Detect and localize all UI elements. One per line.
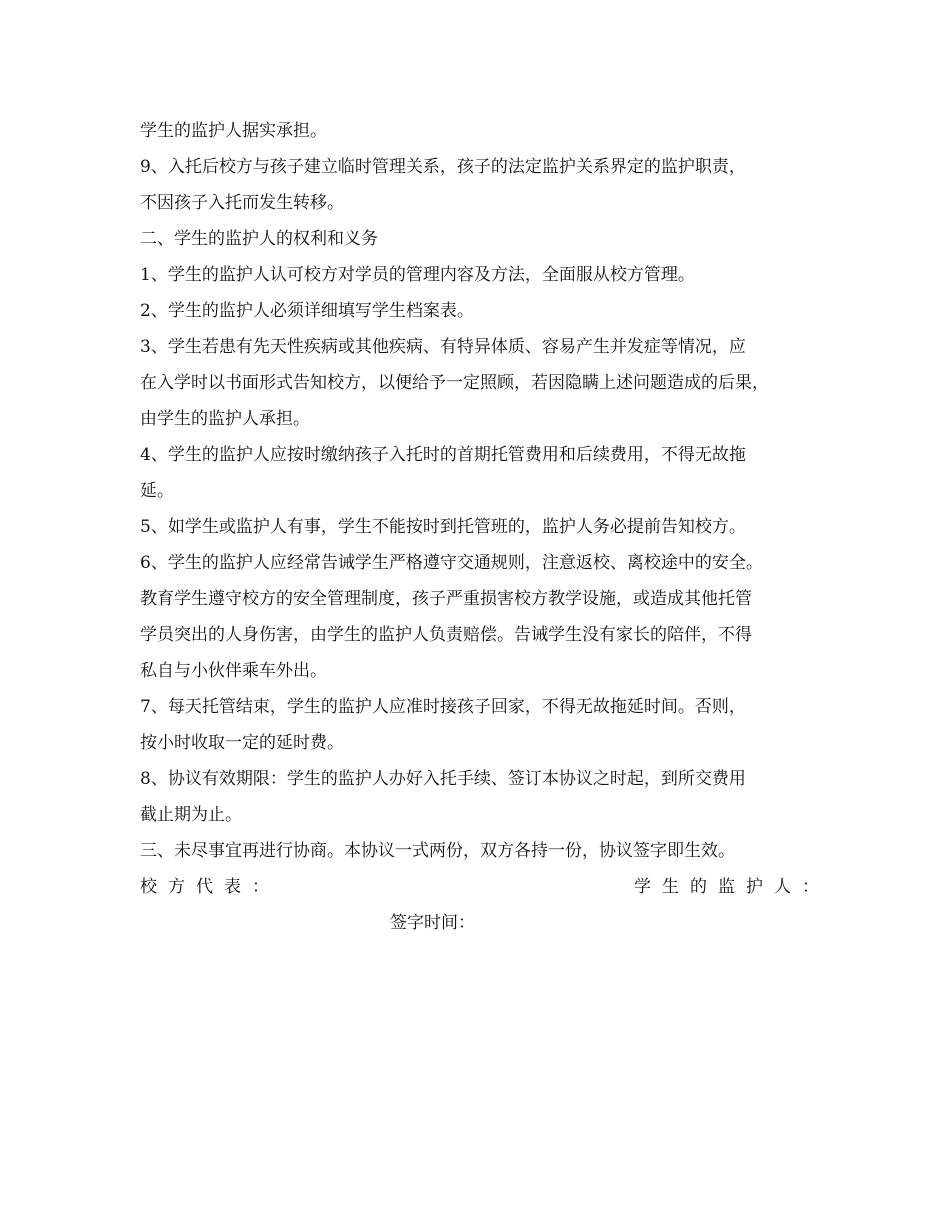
text-line: 2、学生的监护人必须详细填写学生档案表。 xyxy=(140,301,474,321)
text-line: 7、每天托管结束，学生的监护人应准时接孩子回家，不得无故拖延时间。否则， xyxy=(140,697,746,717)
text-line: 在入学时以书面形式告知校方，以便给予一定照顾，若因隐瞒上述问题造成的后果， xyxy=(140,373,769,393)
text-line: 按小时收取一定的延时费。 xyxy=(140,733,344,753)
text-line: 截止期为止。 xyxy=(140,805,242,825)
text-line: 6、学生的监护人应经常告诫学生严格遵守交通规则，注意返校、离校途中的安全。 xyxy=(140,553,763,573)
text-line: 3、学生若患有先天性疾病或其他疾病、有特异体质、容易产生并发症等情况，应 xyxy=(140,337,746,357)
section-heading: 三、未尽事宜再进行协商。本协议一式两份，双方各持一份，协议签字即生效。 xyxy=(140,841,735,861)
text-line: 5、如学生或监护人有事，学生不能按时到托管班的，监护人务必提前告知校方。 xyxy=(140,517,746,537)
text-line: 由学生的监护人承担。 xyxy=(140,409,310,429)
section-heading: 二、学生的监护人的权利和义务 xyxy=(140,229,378,249)
text-line: 学员突出的人身伤害，由学生的监护人负责赔偿。告诫学生没有家长的陪伴，不得 xyxy=(140,625,752,645)
text-line: 9、入托后校方与孩子建立临时管理关系，孩子的法定监护关系界定的监护职责， xyxy=(140,157,746,177)
sign-time-label: 签字时间： xyxy=(390,913,475,933)
signature-row xyxy=(140,869,830,905)
text-line: 4、学生的监护人应按时缴纳孩子入托时的首期托管费用和后续费用，不得无故拖 xyxy=(140,445,746,465)
text-line: 学生的监护人据实承担。 xyxy=(140,121,327,141)
text-line: 不因孩子入托而发生转移。 xyxy=(140,193,344,213)
text-line: 1、学生的监护人认可校方对学员的管理内容及方法，全面服从校方管理。 xyxy=(140,265,695,285)
text-line: 私自与小伙伴乘车外出。 xyxy=(140,661,327,681)
guardian-label: 学生的监护人： xyxy=(634,877,830,897)
document-body xyxy=(140,113,830,941)
school-rep-label: 校方代表： xyxy=(140,877,280,897)
text-line: 8、协议有效期限：学生的监护人办好入托手续、签订本协议之时起，到所交费用 xyxy=(140,769,746,789)
text-line: 教育学生遵守校方的安全管理制度，孩子严重损害校方教学设施，或造成其他托管 xyxy=(140,589,752,609)
text-line: 延。 xyxy=(140,481,174,501)
